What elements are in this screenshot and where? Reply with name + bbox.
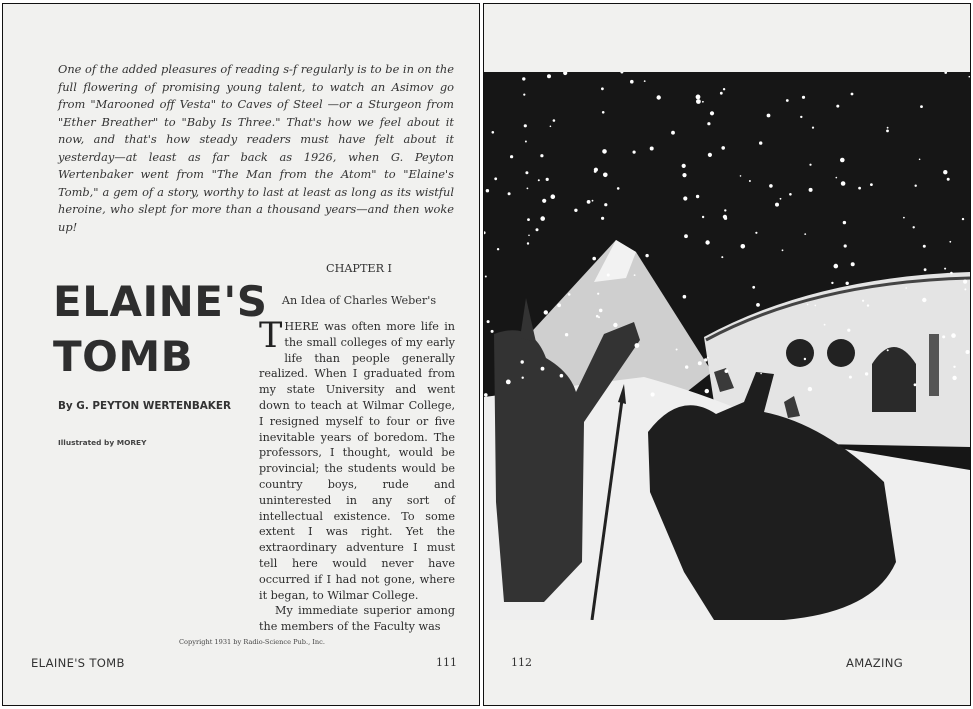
left-page: [2, 3, 480, 706]
snowflake: [510, 155, 513, 158]
snowflake: [613, 323, 617, 327]
illustrator-credit: Illustrated by MOREY: [58, 438, 147, 447]
snowflake: [568, 293, 571, 296]
snowflake: [551, 194, 556, 199]
snowflake: [524, 124, 527, 127]
snowflake: [951, 333, 956, 338]
snowflake: [698, 361, 702, 365]
snowflake: [707, 357, 709, 359]
snowflake: [836, 105, 839, 108]
snowflake: [525, 141, 527, 143]
porthole-icon: [786, 339, 814, 367]
snowflake: [527, 188, 529, 190]
snowflake: [527, 218, 530, 221]
page-number-right: 112: [511, 656, 532, 669]
snowflake: [759, 141, 762, 144]
snowflake: [782, 249, 784, 251]
author-byline: By G. PEYTON WERTENBAKER: [58, 400, 231, 412]
snowflake: [536, 228, 539, 231]
snowflake: [592, 257, 596, 261]
snowflake: [707, 122, 710, 125]
snowflake: [528, 235, 530, 237]
snowflake: [604, 203, 607, 206]
snowflake: [683, 196, 687, 200]
paragraph-2: My immediate superior among the members of the Faculty was: [259, 604, 455, 634]
snowflake: [671, 131, 675, 135]
snowflake: [775, 203, 779, 207]
snowflake: [836, 177, 838, 179]
snowflake: [723, 88, 725, 90]
snowflake: [812, 127, 814, 129]
snowflake: [540, 216, 545, 221]
snowflake: [607, 274, 610, 277]
snowflake: [542, 199, 546, 203]
snowflake: [645, 254, 648, 257]
snowflake: [721, 256, 723, 258]
porthole-icon: [827, 339, 855, 367]
snowflake: [786, 99, 789, 102]
snowflake: [601, 87, 604, 90]
snowflake: [760, 373, 762, 375]
snowflake: [767, 114, 771, 118]
snowflake: [923, 245, 926, 248]
snowflake: [920, 105, 923, 108]
snowflake: [963, 280, 967, 284]
snowflake: [702, 101, 704, 103]
snowflake: [708, 153, 712, 157]
snowflake: [696, 195, 699, 198]
snowflake: [950, 272, 953, 275]
snowflake: [684, 234, 688, 238]
snowflake: [924, 268, 927, 271]
snowflake: [769, 184, 773, 188]
snowflake: [807, 304, 809, 306]
snowflake: [635, 343, 640, 348]
snowy-night-spaceship-illustration: [484, 72, 970, 620]
snowflake: [544, 310, 548, 314]
snowflake: [800, 116, 802, 118]
snowflake: [843, 221, 846, 224]
snowflake: [522, 77, 525, 80]
snowflake: [724, 217, 727, 220]
running-footer-right: AMAZING: [846, 656, 903, 670]
story-body: [259, 316, 455, 635]
snowflake: [650, 147, 654, 151]
snowflake: [485, 276, 487, 278]
snowflake: [724, 209, 726, 211]
title-line-1: ELAINE'S: [53, 277, 268, 326]
snowflake: [521, 360, 524, 363]
copyright-notice: Copyright 1931 by Radio-Science Pub., Inc.: [179, 638, 325, 646]
snowflake: [949, 241, 951, 243]
chapter-subtitle: An Idea of Charles Weber's: [281, 294, 437, 307]
snowflake: [597, 293, 599, 295]
snowflake: [858, 187, 861, 190]
snowflake: [867, 304, 869, 306]
snowflake: [808, 387, 812, 391]
snowflake: [657, 95, 661, 99]
snowflake: [964, 288, 966, 290]
snowflake: [953, 366, 955, 368]
intro-blurb: One of the added pleasures of reading s-f regularly is to be in on the full flowering of promising young talent, to watch an Asimov go from "Marooned off Vesta" to Caves of Steel —or a Sturgeon from "Ether Breather" to "Baby Is Three." That's how we feel about it now, and that's how steady readers must have felt about it yesterday—at least as far back as 1926, when G. Peyton Wertenbaker went from "The Man from the Atom" to "Elaine's Tomb," a gem of a story, worthy to last at least as long as its wistful heroine, who slept for more than a thousand years—and then woke up!: [58, 62, 454, 234]
page-number-left: 111: [436, 656, 457, 669]
snowflake: [887, 127, 889, 129]
snowflake: [557, 303, 561, 307]
snowflake: [903, 217, 905, 219]
snowflake: [683, 295, 687, 299]
snowflake: [944, 268, 946, 270]
snowflake: [522, 377, 524, 379]
snowflake: [887, 349, 889, 351]
snowflake: [599, 309, 603, 313]
snowflake: [506, 380, 511, 385]
snowflake: [919, 159, 921, 161]
right-page: [483, 3, 971, 706]
snowflake: [705, 389, 709, 393]
snowflake: [603, 173, 608, 178]
snowflake: [915, 185, 917, 187]
snowflake: [676, 349, 678, 351]
snowflake: [905, 287, 907, 289]
hatch-door: [929, 334, 939, 396]
snowflake: [725, 369, 729, 373]
snowflake: [913, 226, 915, 228]
snowflake: [484, 393, 488, 397]
snowflake: [602, 149, 607, 154]
snowflake: [789, 193, 792, 196]
snowflake: [804, 233, 806, 235]
snowflake: [755, 232, 757, 234]
snowflake: [491, 330, 494, 333]
snowflake: [844, 244, 847, 247]
snowflake: [682, 173, 686, 177]
snowflake: [541, 367, 545, 371]
paragraph-1-text: HERE was often more life in the small colleges of my early life than people generally realized. When I graduated from my state University and went down to teach at Wilmar College, I resigned myself to four or five inevitable years of boredom. The professors, I thought, would be provincial; the students would be country boys, rude and uninterested in any sort of intellectual existence. To some extent I was right. Yet the extraordinary adventure I must tell here would never have occurred if I had not gone, where it began, to Wilmar College.: [259, 320, 455, 602]
title-line-2: TOMB: [53, 332, 194, 381]
snowflake: [962, 218, 964, 220]
snowflake: [508, 192, 511, 195]
snowflake: [914, 383, 917, 386]
snowflake: [752, 286, 755, 289]
snowflake: [705, 240, 709, 244]
chapter-heading: CHAPTER I: [326, 262, 392, 275]
paragraph-1: [259, 316, 455, 603]
snowflake: [574, 209, 577, 212]
snowflake: [922, 298, 926, 302]
snowflake: [721, 146, 725, 150]
snowflake: [486, 189, 489, 192]
snowflake: [538, 179, 540, 181]
snowflake: [834, 264, 839, 269]
snowflake: [749, 180, 751, 182]
snowflake: [824, 324, 826, 326]
snowflake: [815, 305, 817, 307]
snowflake: [651, 392, 655, 396]
snowflake: [634, 274, 636, 276]
snowflake: [497, 248, 499, 250]
snowflake: [525, 171, 528, 174]
snowflake: [601, 217, 604, 220]
snowflake: [596, 315, 599, 318]
snowflake: [594, 170, 597, 173]
drop-cap: T: [259, 316, 283, 356]
snowflake: [862, 300, 864, 302]
snowflake: [942, 335, 945, 338]
snowflake: [592, 200, 594, 202]
snowflake: [546, 178, 549, 181]
snowflake: [553, 119, 556, 122]
snowflake: [780, 198, 782, 200]
snowflake: [966, 350, 970, 354]
snowflake: [804, 358, 806, 360]
snowflake: [540, 154, 543, 157]
snowflake: [809, 188, 813, 192]
snowflake: [846, 282, 849, 285]
snowflake: [587, 200, 591, 204]
snowflake: [841, 181, 846, 186]
snowflake: [644, 80, 646, 82]
snowflake: [809, 164, 811, 166]
snowflake: [494, 177, 497, 180]
hatch-doorway: [872, 347, 916, 412]
snowflake: [720, 92, 723, 95]
snowflake: [492, 131, 495, 134]
snowflake: [865, 372, 868, 375]
snowflake: [617, 187, 620, 190]
snowflake: [696, 95, 701, 100]
snowflake: [740, 175, 742, 177]
snowflake: [849, 376, 852, 379]
snowflake: [840, 158, 845, 163]
snowflake: [870, 183, 873, 186]
snowflake: [527, 242, 529, 244]
snowflake: [523, 94, 525, 96]
story-title: [53, 274, 268, 384]
snowflake: [704, 358, 707, 361]
snowflake: [847, 329, 850, 332]
snowflake: [487, 320, 490, 323]
snowflake: [547, 74, 551, 78]
snowflake: [565, 333, 568, 336]
snowflake: [851, 262, 855, 266]
snowflake: [550, 126, 552, 128]
snowflake: [943, 170, 947, 174]
snowflake: [886, 130, 889, 133]
snowflake: [696, 99, 701, 104]
snowflake: [633, 151, 636, 154]
snowflake: [682, 164, 686, 168]
snowflake: [952, 376, 956, 380]
snowflake: [802, 96, 805, 99]
snowflake: [630, 80, 634, 84]
snowflake: [947, 178, 950, 181]
snowflake: [710, 111, 714, 115]
snowflake: [685, 365, 688, 368]
snowflake: [831, 282, 833, 284]
snowflake: [741, 244, 746, 249]
snowflake: [756, 303, 760, 307]
snowflake: [602, 111, 605, 114]
snowflake: [851, 93, 854, 96]
snowflake: [702, 216, 704, 218]
running-footer-left: ELAINE'S TOMB: [31, 656, 125, 670]
snowflake: [560, 374, 564, 378]
